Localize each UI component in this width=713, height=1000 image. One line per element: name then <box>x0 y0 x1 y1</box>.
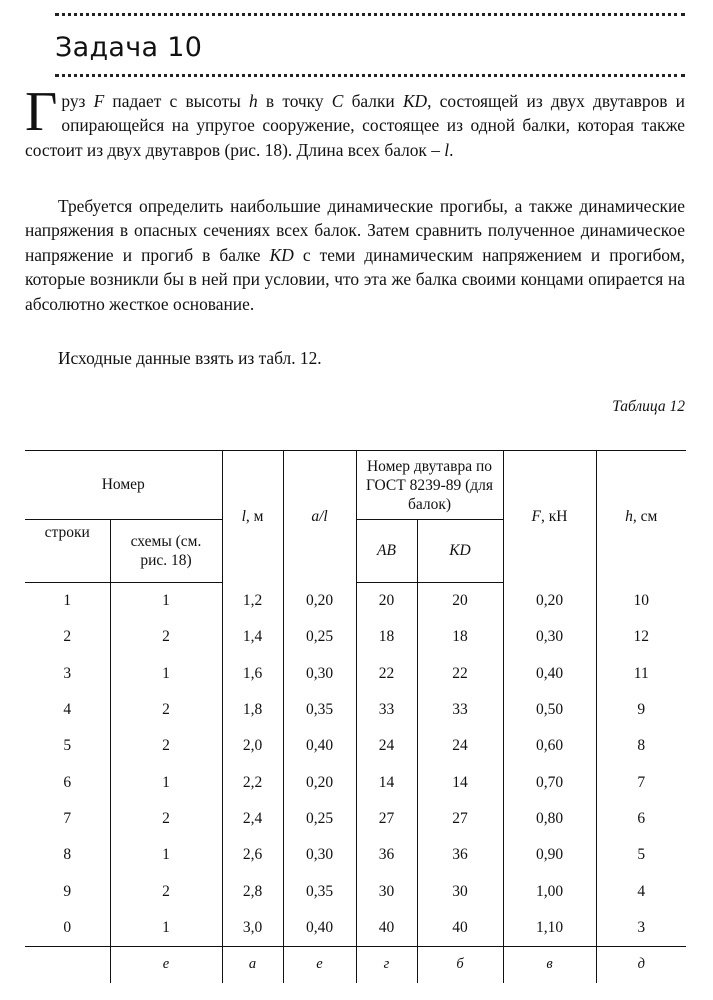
cell-scheme-number: 1 <box>110 837 222 873</box>
cell-scheme-number: 2 <box>110 692 222 728</box>
cell-a-over-l: 0,35 <box>283 873 356 909</box>
cell-scheme-number: 1 <box>110 910 222 947</box>
cell-scheme-number: 1 <box>110 656 222 692</box>
table-row <box>25 583 686 620</box>
cell-scheme-number: 2 <box>110 801 222 837</box>
table-body <box>25 583 686 947</box>
cell-a-over-l: 0,20 <box>283 583 356 620</box>
cell-ibeam-ab: 18 <box>356 619 417 655</box>
footer-row-number <box>25 946 110 983</box>
cell-length: 1,2 <box>222 583 283 620</box>
table-row <box>25 619 686 655</box>
header-a-over-l: a/l <box>283 451 356 583</box>
cell-force: 0,40 <box>503 656 596 692</box>
cell-force: 0,80 <box>503 801 596 837</box>
italic-symbol: h <box>249 91 258 111</box>
cell-force: 0,60 <box>503 728 596 764</box>
table-caption: Таблица 12 <box>612 398 685 415</box>
cell-force: 0,30 <box>503 619 596 655</box>
table-row <box>25 801 686 837</box>
cell-length: 1,6 <box>222 656 283 692</box>
footer-length: а <box>222 946 283 983</box>
italic-symbol: F <box>93 91 105 111</box>
header-height: h, см <box>596 451 686 583</box>
table-row <box>25 837 686 873</box>
cell-row-number: 0 <box>63 918 72 936</box>
header-force: F, кН <box>503 451 596 583</box>
cell-a-over-l: 0,40 <box>283 910 356 947</box>
table-row <box>25 764 686 800</box>
cell-a-over-l: 0,30 <box>283 656 356 692</box>
cell-scheme-number: 1 <box>110 764 222 800</box>
footer-ibeam-kd: б <box>417 946 503 983</box>
text-run: . <box>449 139 454 160</box>
cell-length: 2,0 <box>222 728 283 764</box>
cell-a-over-l: 0,30 <box>283 837 356 873</box>
cell-a-over-l: 0,25 <box>283 801 356 837</box>
table-row <box>25 910 686 947</box>
cell-scheme-number: 1 <box>110 583 222 620</box>
table-footer-row <box>25 946 686 983</box>
cell-length: 3,0 <box>222 910 283 947</box>
cell-ibeam-kd: 33 <box>417 692 503 728</box>
footer-height: д <box>596 946 686 983</box>
cell-ibeam-kd: 14 <box>417 764 503 800</box>
text-run: с теми динамическим напряжением и прогибом, которые возникли бы в ней при условии, что эта же балка своими концами опирается на абсолютно жесткое основание. <box>25 244 686 314</box>
cell-force: 1,10 <box>503 910 596 947</box>
header-row: строки <box>25 520 110 583</box>
header-ab: AB <box>356 520 417 583</box>
cell-height: 8 <box>596 728 686 764</box>
cell-scheme-number: 2 <box>110 619 222 655</box>
text-run: в точку <box>257 91 332 111</box>
cell-force: 1,00 <box>503 873 596 909</box>
italic-symbol: l <box>444 139 450 160</box>
cell-ibeam-kd: 36 <box>417 837 503 873</box>
cell-row-number: 1 <box>63 592 72 610</box>
problem-paragraph-1 <box>25 81 685 162</box>
cell-row-number: 4 <box>63 701 72 719</box>
cell-length: 2,8 <box>222 873 283 909</box>
cell-ibeam-ab: 33 <box>356 692 417 728</box>
cell-ibeam-ab: 22 <box>356 656 417 692</box>
footer-scheme-number: е <box>110 946 222 983</box>
text-run: Требуется определить наибольшие динамические прогибы, а также динамические напряжения в опасных сечениях всех балок. Затем сравнить полученное динамическое напряжение и прогиб в балке <box>25 196 685 265</box>
footer-a-over-l: е <box>283 946 356 983</box>
cell-length: 1,8 <box>222 692 283 728</box>
cell-height: 12 <box>596 619 686 655</box>
cell-a-over-l: 0,25 <box>283 619 356 655</box>
table-row <box>25 656 686 692</box>
cell-a-over-l: 0,20 <box>283 764 356 800</box>
cell-ibeam-ab: 24 <box>356 728 417 764</box>
cell-ibeam-kd: 22 <box>417 656 503 692</box>
cell-height: 11 <box>596 656 686 692</box>
cell-row-number: 8 <box>63 846 72 864</box>
cell-ibeam-kd: 27 <box>417 801 503 837</box>
cell-force: 0,50 <box>503 692 596 728</box>
cell-length: 1,4 <box>222 619 283 655</box>
paragraph-1-text <box>25 81 685 160</box>
cell-ibeam-ab: 14 <box>356 764 417 800</box>
cell-scheme-number: 2 <box>110 873 222 909</box>
cell-height: 10 <box>596 583 686 620</box>
cell-a-over-l: 0,40 <box>283 728 356 764</box>
title-dotted-rule <box>55 74 685 77</box>
cell-row-number: 9 <box>63 882 72 900</box>
text-run: руз <box>61 91 94 111</box>
cell-ibeam-ab: 30 <box>356 873 417 909</box>
cell-row-number: 5 <box>63 737 72 755</box>
cell-force: 0,90 <box>503 837 596 873</box>
cell-height: 6 <box>596 801 686 837</box>
header-kd: KD <box>417 520 503 583</box>
table-row <box>25 728 686 764</box>
table-row <box>25 692 686 728</box>
cell-height: 3 <box>596 910 686 947</box>
header-number: Номер <box>25 451 222 520</box>
header-length: l, м <box>222 451 283 583</box>
cell-height: 7 <box>596 764 686 800</box>
cell-row-number: 2 <box>63 628 72 646</box>
cell-ibeam-ab: 27 <box>356 801 417 837</box>
text-run: падает с высоты <box>104 91 250 111</box>
cell-force: 0,70 <box>503 764 596 800</box>
header-ibeam: Номер двутавра по ГОСТ 8239-89 (для балок) <box>356 451 503 520</box>
cell-ibeam-ab: 20 <box>356 583 417 620</box>
italic-symbol: C <box>331 91 344 111</box>
cell-row-number: 6 <box>63 773 72 791</box>
cell-length: 2,4 <box>222 801 283 837</box>
top-dotted-rule <box>55 13 685 16</box>
problem-paragraph-2 <box>25 194 685 316</box>
cell-ibeam-kd: 30 <box>417 873 503 909</box>
drop-cap: Г <box>25 81 58 143</box>
cell-ibeam-ab: 36 <box>356 837 417 873</box>
cell-height: 9 <box>596 692 686 728</box>
footer-ibeam-ab: г <box>356 946 417 983</box>
cell-force: 0,20 <box>503 583 596 620</box>
data-table <box>25 450 686 983</box>
cell-ibeam-kd: 24 <box>417 728 503 764</box>
cell-length: 2,2 <box>222 764 283 800</box>
table-row <box>25 873 686 909</box>
text-run: Исходные данные взять из табл. 12. <box>58 348 322 368</box>
cell-height: 4 <box>596 873 686 909</box>
cell-ibeam-kd: 40 <box>417 910 503 947</box>
problem-paragraph-3 <box>25 346 685 370</box>
text-run: , состоящей из двух двутавров и опирающейся на упругое сооружение, состоящее из одной балки, которая также состоит из двух двутавров (рис. 18). Длина всех балок – <box>25 91 685 160</box>
cell-a-over-l: 0,35 <box>283 692 356 728</box>
cell-ibeam-ab: 40 <box>356 910 417 947</box>
page-title: Задача 10 <box>55 32 203 63</box>
cell-height: 5 <box>596 837 686 873</box>
cell-ibeam-kd: 20 <box>417 583 503 620</box>
cell-scheme-number: 2 <box>110 728 222 764</box>
cell-ibeam-kd: 18 <box>417 619 503 655</box>
italic-symbol: KD <box>402 91 428 111</box>
cell-row-number: 3 <box>63 664 72 682</box>
cell-row-number: 7 <box>63 809 72 827</box>
footer-force: в <box>503 946 596 983</box>
text-run: балки <box>343 91 403 111</box>
cell-length: 2,6 <box>222 837 283 873</box>
header-scheme: схемы (см. рис. 18) <box>110 520 222 583</box>
italic-symbol: KD <box>269 244 294 265</box>
